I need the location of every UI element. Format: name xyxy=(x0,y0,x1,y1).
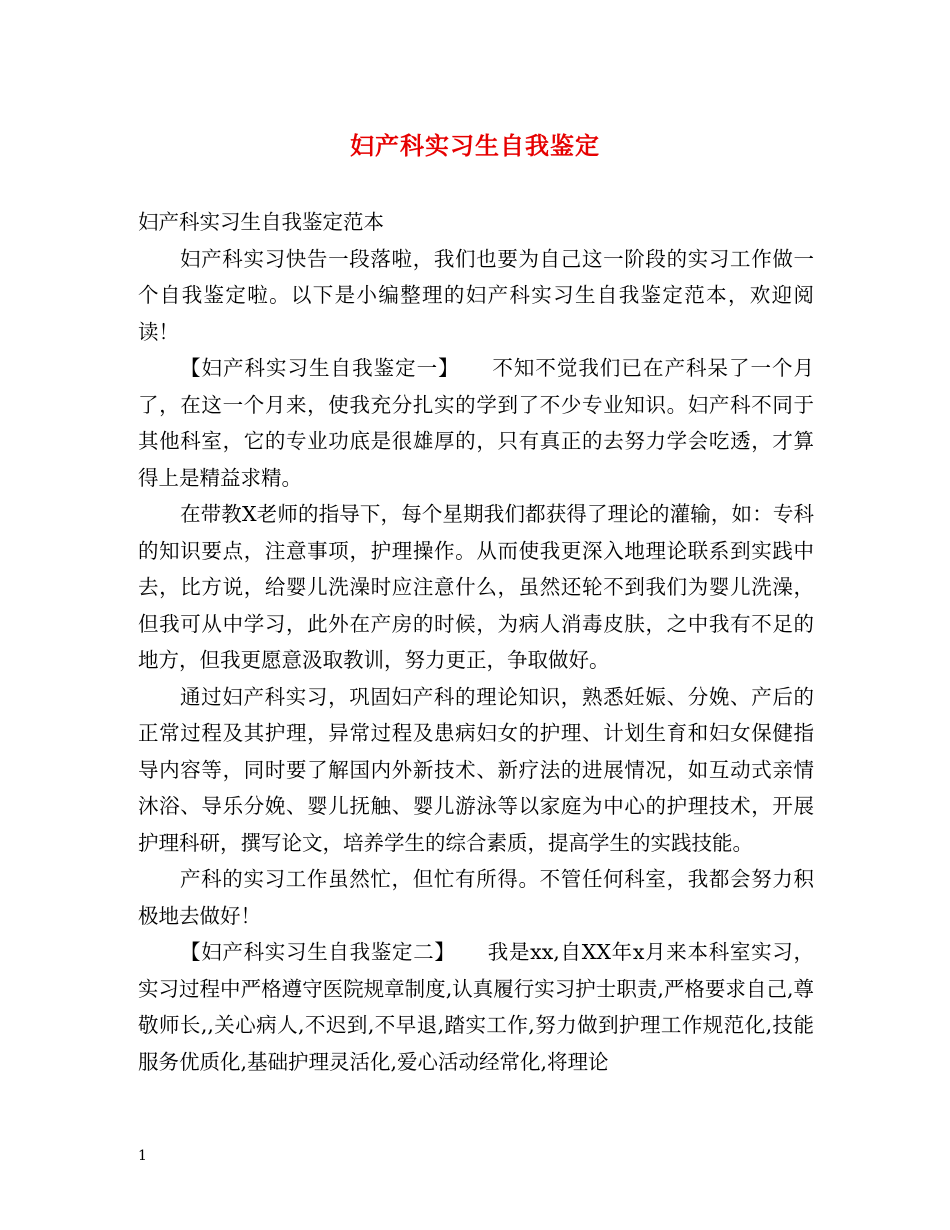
paragraph-appraisal-one: 【妇产科实习生自我鉴定一】 不知不觉我们已在产科呆了一个月了，在这一个月来，使我充分扎实的学到了不少专业知识。妇产科不同于其他科室，它的专业功底是很雄厚的，只有真正的去努力学会吃透，才算得上是精益求精。 xyxy=(138,356,814,490)
paragraph-intro: 妇产科实习快告一段落啦，我们也要为自己这一阶段的实习工作做一个自我鉴定啦。以下是小编整理的妇产科实习生自我鉴定范本，欢迎阅读！ xyxy=(138,246,814,344)
page-number: 1 xyxy=(138,1148,147,1164)
paragraph-internship-goals: 通过妇产科实习，巩固妇产科的理论知识，熟悉妊娠、分娩、产后的正常过程及其护理，异常过程及患病妇女的护理、计划生育和妇女保健指导内容等，同时要了解国内外新技术、新疗法的进展情况，如互动式亲情沐浴、导乐分娩、婴儿抚触、婴儿游泳等以家庭为中心的护理技术，开展护理科研，撰写论文，培养学生的综合素质，提高学生的实践技能。 xyxy=(138,684,814,855)
paragraph-conclusion: 产科的实习工作虽然忙，但忙有所得。不管任何科室，我都会努力积极地去做好！ xyxy=(138,867,814,928)
subtitle: 妇产科实习生自我鉴定范本 xyxy=(138,210,384,234)
paragraph-teacher-guidance: 在带教X老师的指导下，每个星期我们都获得了理论的灌输，如：专科的知识要点，注意事项，护理操作。从而使我更深入地理论联系到实践中去，比方说，给婴儿洗澡时应注意什么，虽然还轮不到我们为婴儿洗澡，但我可从中学习，此外在产房的时候，为病人消毒皮肤，之中我有不足的地方，但我更愿意汲取教训，努力更正，争取做好。 xyxy=(138,502,814,672)
document-body xyxy=(138,204,814,1080)
paragraph-appraisal-two: 【妇产科实习生自我鉴定二】 我是xx,自XX年x月来本科室实习，实习过程中严格遵守医院规章制度,认真履行实习护士职责,严格要求自己,尊敬师长,,关心病人,不迟到,不早退,踏实工作,努力做到护理工作规范化,技能服务优质化,基础护理灵活化,爱心活动经常化,将理论 xyxy=(138,940,814,1074)
document-title: 妇产科实习生自我鉴定 xyxy=(350,131,600,160)
